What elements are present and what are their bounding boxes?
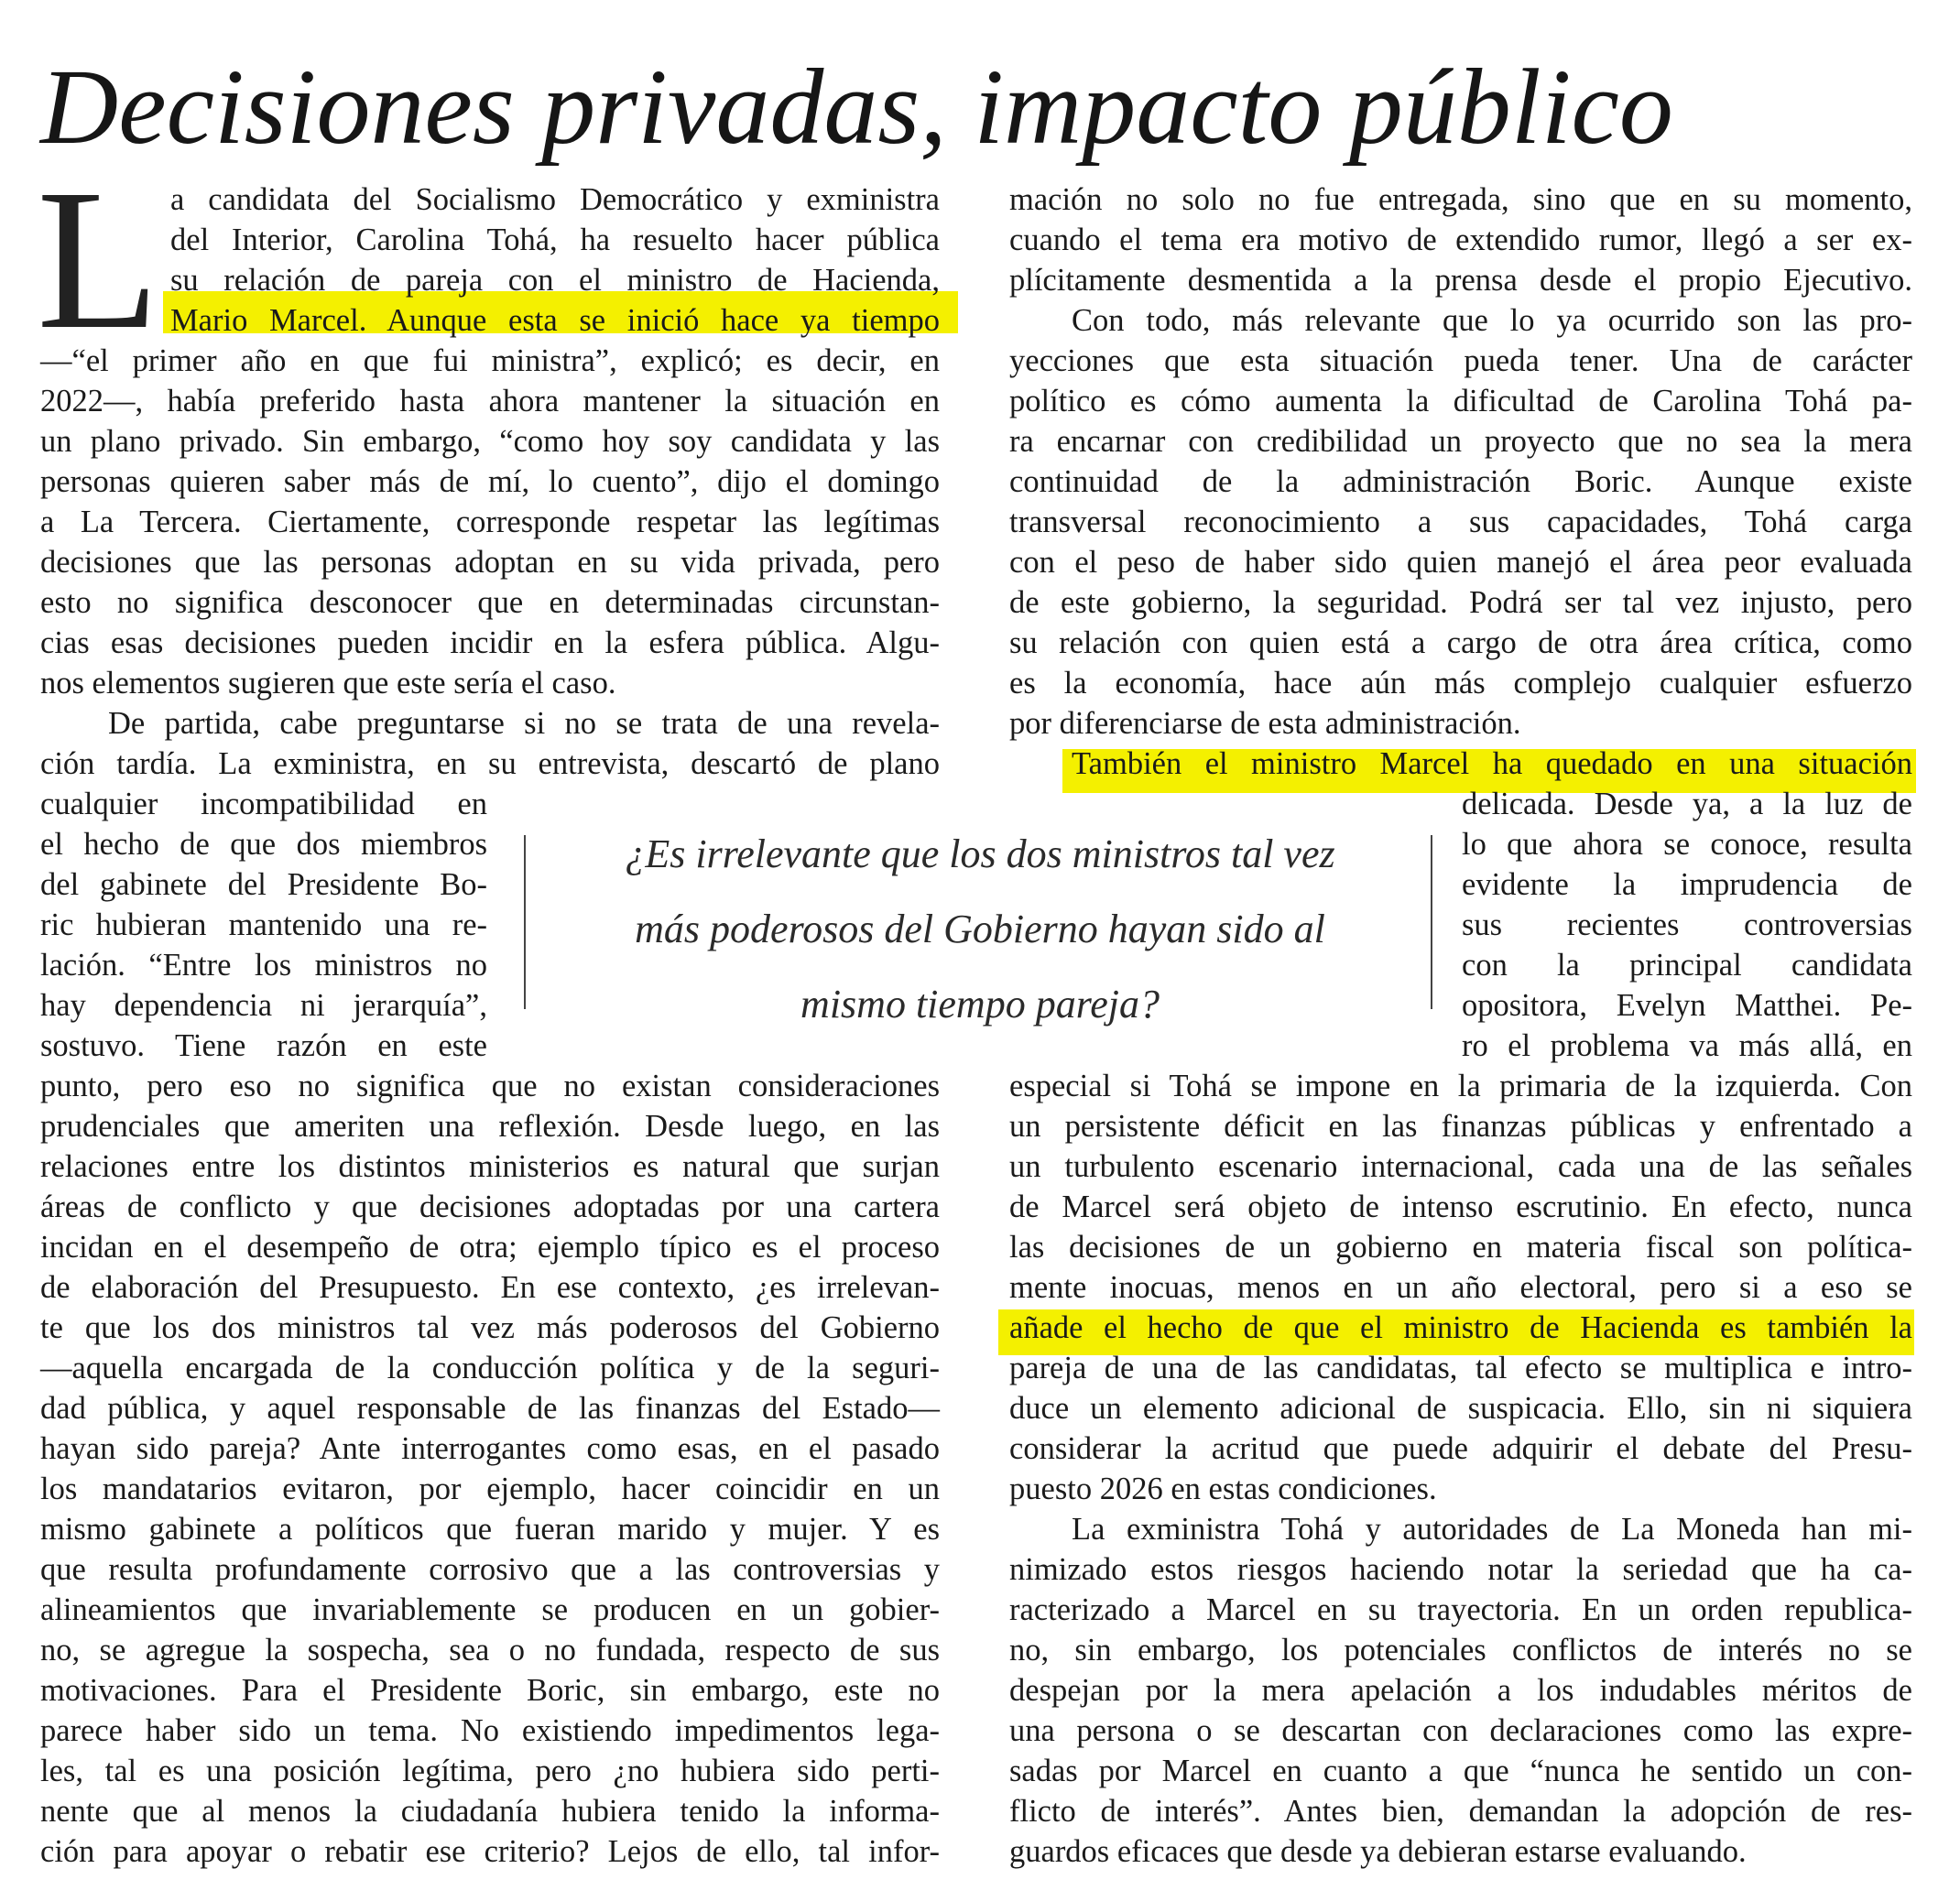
text-line: por diferenciarse de esta administración. — [1009, 706, 1521, 741]
text-line: sadas por Marcel en cuanto a que “nunca he sentido un con- — [1009, 1754, 1912, 1788]
text-line: puesto 2026 en estas condiciones. — [1009, 1472, 1437, 1506]
text-line: es la economía, hace aún más complejo cualquier esfuerzo — [1009, 666, 1912, 701]
text-line: transversal reconocimiento a sus capacidades, Tohá carga — [1009, 505, 1912, 539]
text-line: que resulta profundamente corrosivo que a las controversias y — [40, 1552, 940, 1587]
text-line: lación. “Entre los ministros no — [40, 948, 487, 983]
text-line: dad pública, y aquel responsable de las finanzas del Estado— — [40, 1391, 940, 1426]
text-line: decisiones que las personas adoptan en su vida privada, pero — [40, 545, 940, 580]
text-line: las decisiones de un gobierno en materia fiscal son política- — [1009, 1230, 1912, 1265]
pull-quote-line: más poderosos del Gobierno hayan sido al — [635, 907, 1325, 951]
text-line: a candidata del Socialismo Democrático y exministra — [170, 182, 940, 217]
text-line: De partida, cabe preguntarse si no se trata de una revela- — [108, 706, 940, 741]
text-line: esto no significa desconocer que en determinadas circunstan- — [40, 585, 940, 620]
text-line: motivaciones. Para el Presidente Boric, sin embargo, este no — [40, 1673, 940, 1708]
text-line: político es cómo aumenta la dificultad de Carolina Tohá pa- — [1009, 384, 1912, 418]
text-line: incidan en el desempeño de otra; ejemplo típico es el proceso — [40, 1230, 940, 1265]
text-line: mismo gabinete a políticos que fueran marido y mujer. Y es — [40, 1512, 940, 1547]
pull-quote-rule-left — [524, 835, 526, 1009]
text-line: de elaboración del Presupuesto. En ese contexto, ¿es irrelevan- — [40, 1270, 940, 1305]
text-line: considerar la acritud que puede adquirir el debate del Presu- — [1009, 1431, 1912, 1466]
text-line: sostuvo. Tiene razón en este — [40, 1028, 487, 1063]
text-line: nente que al menos la ciudadanía hubiera tenido la informa- — [40, 1794, 940, 1829]
text-line: especial si Tohá se impone en la primaria de la izquierda. Con — [1009, 1069, 1912, 1103]
text-line: mación no solo no fue entregada, sino que en su momento, — [1009, 182, 1912, 217]
text-line: cualquier incompatibilidad en — [40, 787, 487, 821]
text-line: a La Tercera. Ciertamente, corresponde respetar las legítimas — [40, 505, 940, 539]
drop-cap: L — [37, 147, 160, 371]
text-line: delicada. Desde ya, a la luz de — [1462, 787, 1912, 821]
text-line: ción para apoyar o rebatir ese criterio? Lejos de ello, tal infor- — [40, 1834, 940, 1869]
text-line: —aquella encargada de la conducción política y de la seguri- — [40, 1351, 940, 1385]
text-line: ro el problema va más allá, en — [1462, 1028, 1912, 1063]
text-line: —“el primer año en que fui ministra”, explicó; es decir, en — [40, 343, 940, 378]
text-line: su relación de pareja con el ministro de Hacienda, — [170, 263, 940, 298]
text-line: ción tardía. La exministra, en su entrevista, descartó de plano — [40, 746, 940, 781]
text-line: guardos eficaces que desde ya debieran estarse evaluando. — [1009, 1834, 1747, 1869]
text-line: La exministra Tohá y autoridades de La Moneda han mi- — [1072, 1512, 1912, 1547]
text-line: yecciones que esta situación pueda tener. Una de carácter — [1009, 343, 1912, 378]
text-line: alineamientos que invariablemente se producen en un gobier- — [40, 1592, 940, 1627]
text-line: un turbulento escenario internacional, cada una de las señales — [1009, 1149, 1912, 1184]
headline: Decisiones privadas, impacto público — [40, 47, 1673, 167]
text-line: evidente la imprudencia de — [1462, 867, 1912, 902]
text-line: el hecho de que dos miembros — [40, 827, 487, 862]
text-line: pareja de una de las candidatas, tal efecto se multiplica e intro- — [1009, 1351, 1912, 1385]
text-line: personas quieren saber más de mí, lo cuento”, dijo el domingo — [40, 464, 940, 499]
text-line: plícitamente desmentida a la prensa desde el propio Ejecutivo. — [1009, 263, 1912, 298]
pull-quote-line: mismo tiempo pareja? — [800, 982, 1160, 1027]
text-line: los mandatarios evitaron, por ejemplo, hacer coincidir en un — [40, 1472, 940, 1506]
text-line: opositora, Evelyn Matthei. Pe- — [1462, 988, 1912, 1023]
text-line: te que los dos ministros tal vez más poderosos del Gobierno — [40, 1310, 940, 1345]
text-line: flicto de interés”. Antes bien, demandan la adopción de res- — [1009, 1794, 1912, 1829]
text-line: nos elementos sugieren que este sería el caso. — [40, 666, 616, 701]
text-line: una persona o se descartan con declaraciones como las expre- — [1009, 1713, 1912, 1748]
text-line: no, sin embargo, los potenciales conflictos de interés no se — [1009, 1633, 1912, 1667]
text-line: duce un elemento adicional de suspicacia. Ello, sin ni siquiera — [1009, 1391, 1912, 1426]
text-line: punto, pero eso no significa que no existan consideraciones — [40, 1069, 940, 1103]
text-line: del Interior, Carolina Tohá, ha resuelto hacer pública — [170, 223, 940, 257]
text-line: de este gobierno, la seguridad. Podrá ser tal vez injusto, pero — [1009, 585, 1912, 620]
text-line: añade el hecho de que el ministro de Hacienda es también la — [1009, 1310, 1912, 1345]
text-line: áreas de conflicto y que decisiones adoptadas por una cartera — [40, 1189, 940, 1224]
text-line: continuidad de la administración Boric. Aunque existe — [1009, 464, 1912, 499]
text-line: cias esas decisiones pueden incidir en la esfera pública. Algu- — [40, 625, 940, 660]
text-line: racterizado a Marcel en su trayectoria. En un orden republica- — [1009, 1592, 1912, 1627]
text-line: con el peso de haber sido quien manejó el área peor evaluada — [1009, 545, 1912, 580]
text-line: hayan sido pareja? Ante interrogantes como esas, en el pasado — [40, 1431, 940, 1466]
text-line: un persistente déficit en las finanzas públicas y enfrentado a — [1009, 1109, 1912, 1144]
text-line: prudenciales que ameriten una reflexión. Desde luego, en las — [40, 1109, 940, 1144]
text-line: nimizado estos riesgos haciendo notar la seriedad que ha ca- — [1009, 1552, 1912, 1587]
text-line: ra encarnar con credibilidad un proyecto que no sea la mera — [1009, 424, 1912, 459]
text-line: del gabinete del Presidente Bo- — [40, 867, 487, 902]
text-line: lo que ahora se conoce, resulta — [1462, 827, 1912, 862]
text-line: Mario Marcel. Aunque esta se inició hace ya tiempo — [170, 303, 940, 338]
text-line: despejan por la mera apelación a los indudables méritos de — [1009, 1673, 1912, 1708]
pull-quote — [531, 817, 1429, 1042]
text-line: mente inocuas, menos en un año electoral, pero si a eso se — [1009, 1270, 1912, 1305]
text-line: También el ministro Marcel ha quedado en una situación — [1072, 746, 1912, 781]
pull-quote-rule-right — [1431, 835, 1432, 1009]
text-line: parece haber sido un tema. No existiendo impedimentos lega- — [40, 1713, 940, 1748]
pull-quote-line: ¿Es irrelevante que los dos ministros tal vez — [625, 831, 1335, 876]
text-line: no, se agregue la sospecha, sea o no fundada, respecto de sus — [40, 1633, 940, 1667]
text-line: su relación con quien está a cargo de otra área crítica, como — [1009, 625, 1912, 660]
text-line: de Marcel será objeto de intenso escrutinio. En efecto, nunca — [1009, 1189, 1912, 1224]
text-line: con la principal candidata — [1462, 948, 1912, 983]
text-line: les, tal es una posición legítima, pero ¿no hubiera sido perti- — [40, 1754, 940, 1788]
text-line: 2022—, había preferido hasta ahora mantener la situación en — [40, 384, 940, 418]
text-line: relaciones entre los distintos ministerios es natural que surjan — [40, 1149, 940, 1184]
text-line: sus recientes controversias — [1462, 907, 1912, 942]
text-line: ric hubieran mantenido una re- — [40, 907, 487, 942]
text-line: cuando el tema era motivo de extendido rumor, llegó a ser ex- — [1009, 223, 1912, 257]
text-line: un plano privado. Sin embargo, “como hoy soy candidata y las — [40, 424, 940, 459]
text-line: hay dependencia ni jerarquía”, — [40, 988, 487, 1023]
text-line: Con todo, más relevante que lo ya ocurrido son las pro- — [1072, 303, 1912, 338]
